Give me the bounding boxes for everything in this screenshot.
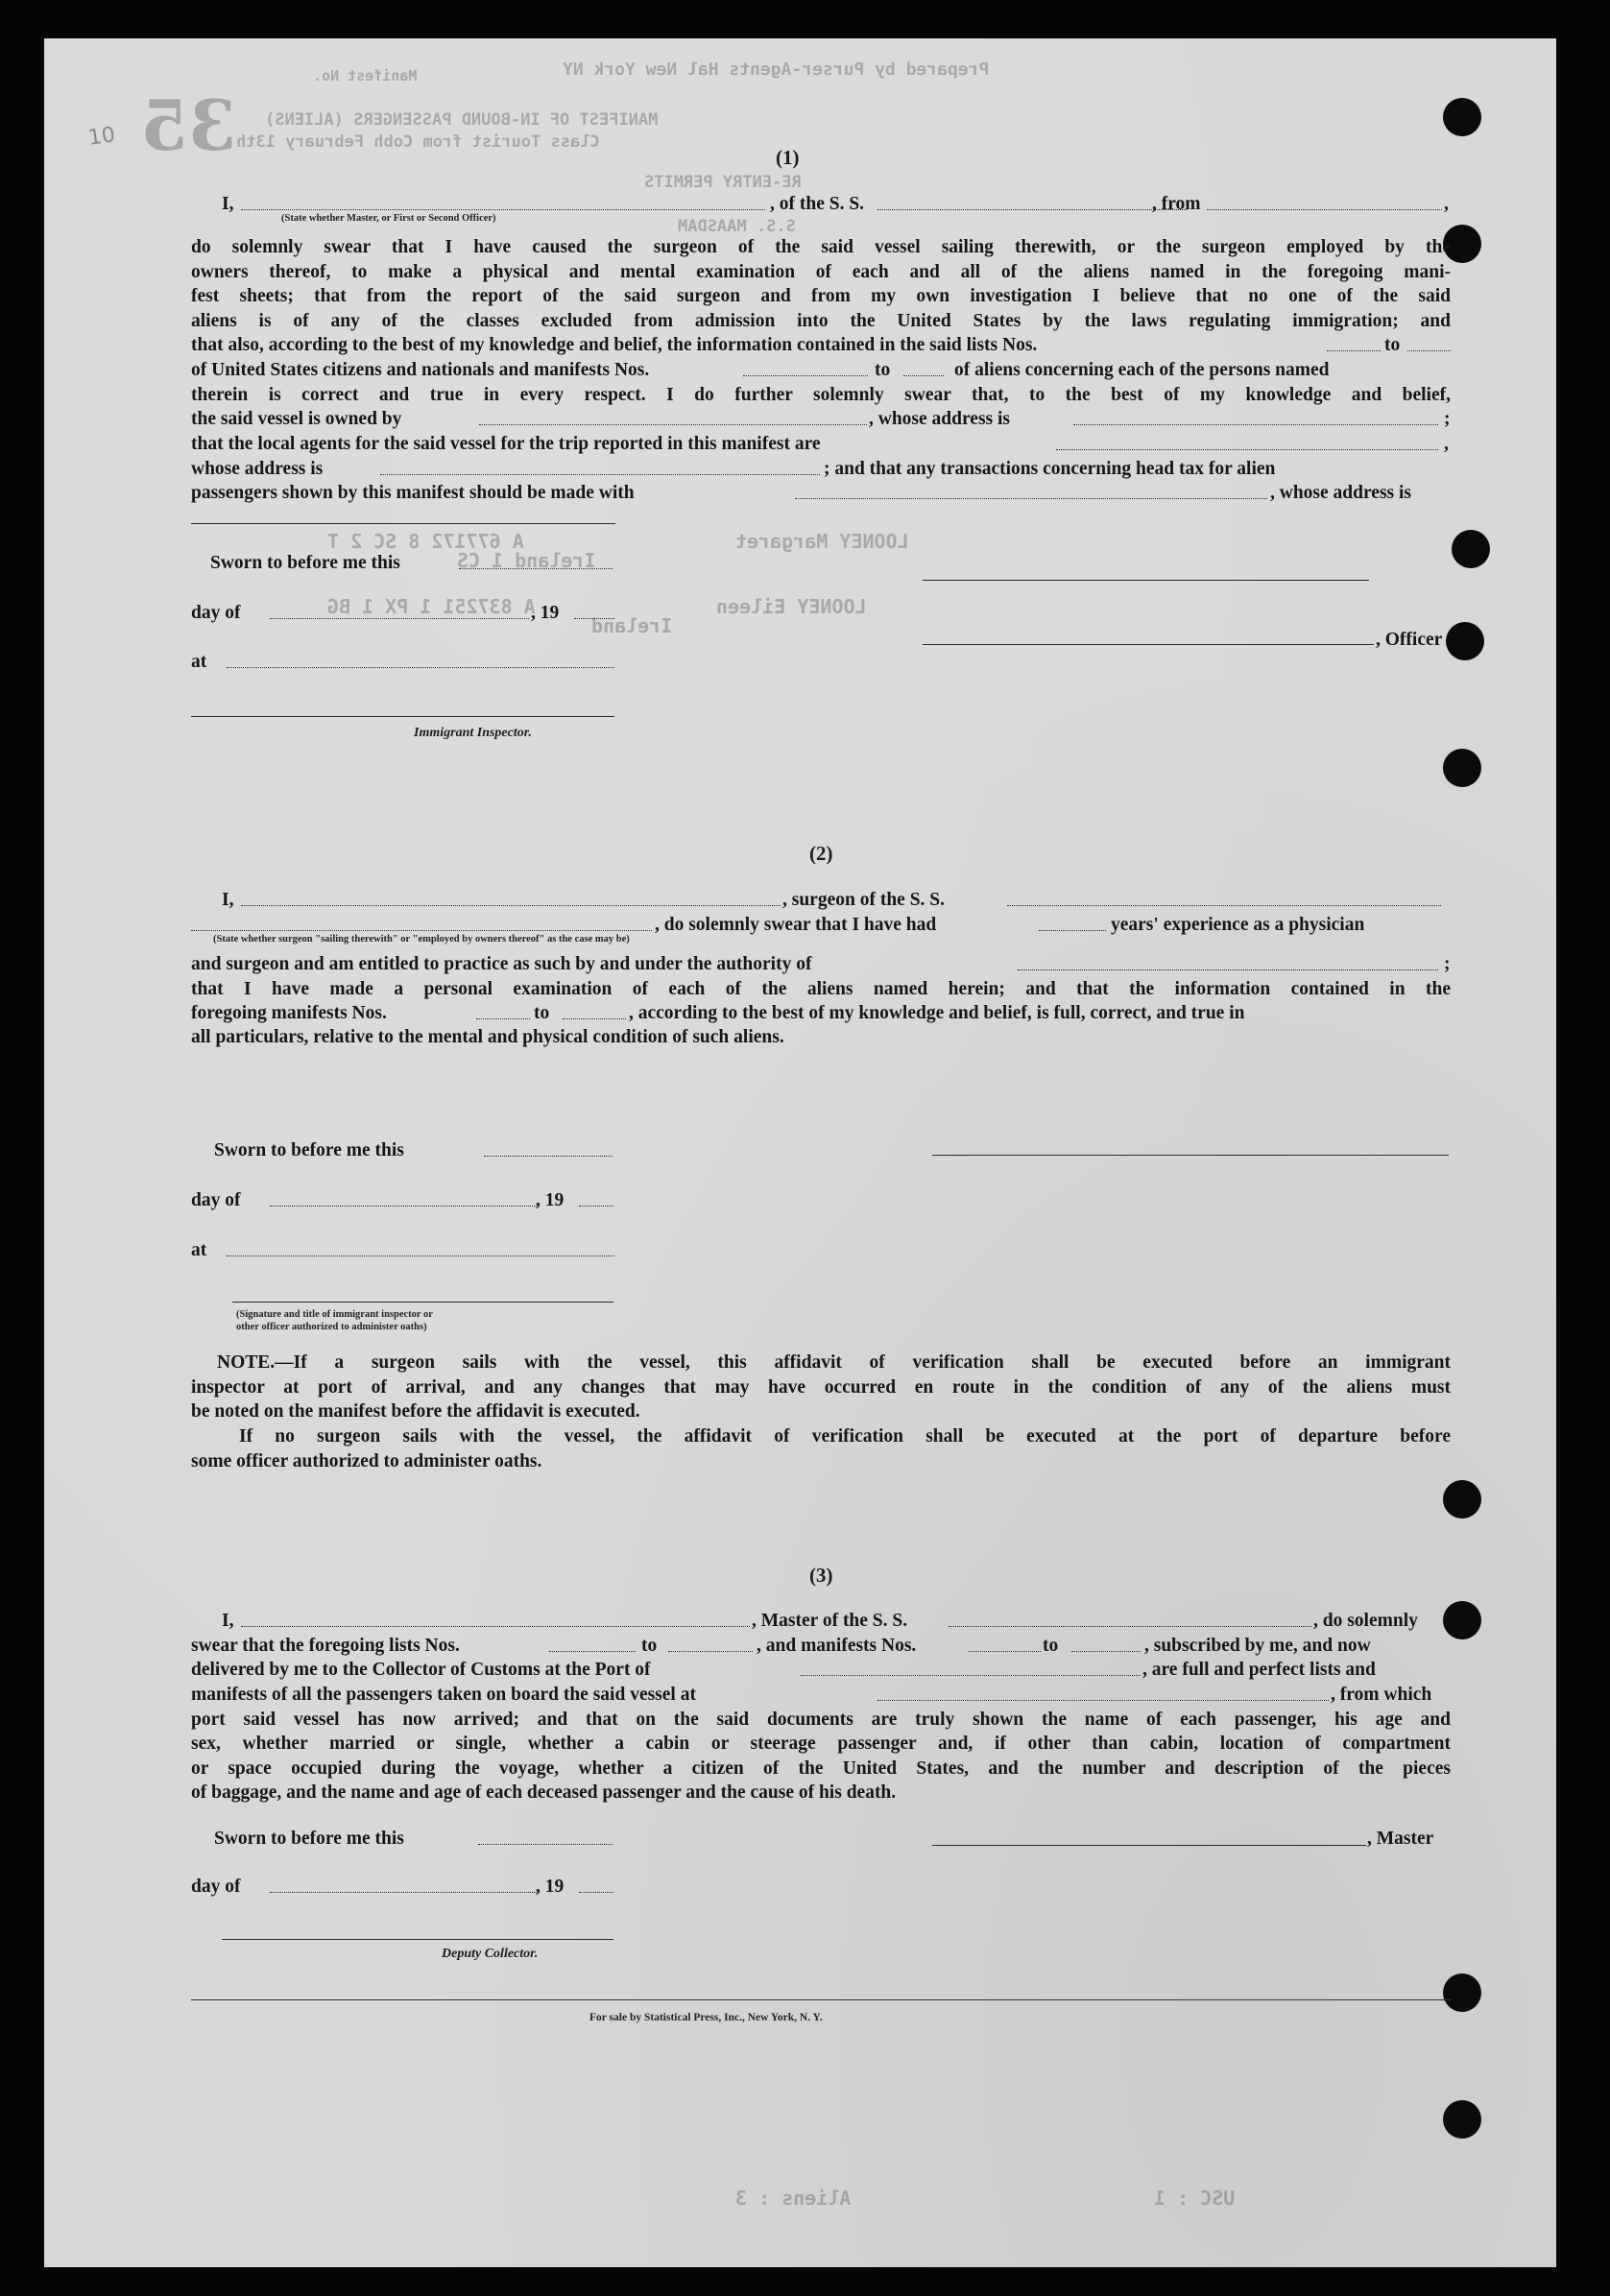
s1-whose-address: , whose address is bbox=[1270, 483, 1412, 503]
s1-owner-field[interactable] bbox=[479, 424, 867, 425]
s1-at-field[interactable] bbox=[227, 667, 614, 668]
s1-agents-text: that the local agents for the said vessel for the trip reported in this manifest are bbox=[191, 434, 821, 454]
s2-note-line: some officer authorized to administer oaths. bbox=[191, 1451, 542, 1471]
binder-hole bbox=[1443, 749, 1481, 787]
s1-from-label: , from bbox=[1152, 194, 1201, 214]
s2-manifests-to-field[interactable] bbox=[563, 1018, 626, 1019]
s3-sworn-text: Sworn to before me this bbox=[214, 1829, 404, 1849]
s3-master-label: , Master bbox=[1367, 1829, 1434, 1849]
s1-headtax-text: ; and that any transactions concerning head tax for alien bbox=[824, 459, 1276, 479]
s1-lists-from-field[interactable] bbox=[1327, 350, 1381, 351]
bleed-through-header: Prepared by Purser-Agents Hal New York NY bbox=[563, 60, 990, 80]
s3-solemnly-text: , do solemnly bbox=[1313, 1611, 1418, 1631]
s1-agents-comma: , bbox=[1444, 434, 1449, 454]
s2-note-line: be noted on the manifest before the affidavit is executed. bbox=[191, 1401, 640, 1422]
binder-hole bbox=[1443, 2100, 1481, 2139]
bleed-through-stamp: 35 bbox=[140, 84, 237, 166]
s1-vessel-name-field[interactable] bbox=[877, 209, 1187, 210]
s3-day-field[interactable] bbox=[270, 1892, 537, 1893]
s2-year-field[interactable] bbox=[579, 1206, 613, 1207]
s3-manifests-to-field[interactable] bbox=[1071, 1651, 1141, 1652]
s3-lists-to: to bbox=[641, 1636, 658, 1656]
s1-sworn-text: Sworn to before me this bbox=[210, 553, 400, 573]
s3-from-which: , from which bbox=[1331, 1685, 1432, 1705]
bleed-through-reentry: RE-ENTRY PERMITS bbox=[644, 173, 802, 192]
s2-manifests-from-field[interactable] bbox=[476, 1018, 530, 1019]
s1-manifests-to-field[interactable] bbox=[903, 375, 944, 376]
bleed-through-title: MANIFEST OF IN-BOUND PASSENGERS (ALIENS) bbox=[265, 110, 659, 130]
s3-body-line: sex, whether married or single, whether a cabin or steerage passenger and, if other than cabin, location of compartment bbox=[191, 1734, 1451, 1755]
s1-day-of-label: day of bbox=[191, 603, 241, 623]
s3-lists-text: swear that the foregoing lists Nos. bbox=[191, 1636, 460, 1656]
bleed-through-row2-data: A 837251 1 PX 1 BG bbox=[327, 595, 536, 618]
s2-authority-field[interactable] bbox=[1018, 969, 1438, 970]
printer-imprint: For sale by Statistical Press, Inc., New York, N. Y. bbox=[589, 2012, 823, 2023]
s2-inspector-caption: other officer authorized to administer oaths) bbox=[236, 1322, 427, 1332]
s2-physician-text: years' experience as a physician bbox=[1111, 915, 1365, 935]
s2-years-text: , do solemnly swear that I have had bbox=[655, 915, 937, 935]
s1-officer-sig-line[interactable] bbox=[923, 580, 1369, 581]
s1-owner-address-label: , whose address is bbox=[869, 409, 1011, 429]
s2-manifests-to: to bbox=[534, 1003, 550, 1023]
s3-port-field[interactable] bbox=[801, 1675, 1141, 1676]
s3-vessel-field[interactable] bbox=[949, 1626, 1311, 1627]
s2-surgeon-name-field[interactable] bbox=[241, 905, 781, 906]
s2-at-label: at bbox=[191, 1240, 207, 1260]
s1-sworn-date-field[interactable] bbox=[459, 568, 613, 569]
section-2-number: (2) bbox=[809, 842, 833, 865]
s1-year-field[interactable] bbox=[574, 618, 614, 619]
s1-officer-sig-line-2[interactable] bbox=[923, 644, 1374, 645]
s2-body-line: that I have made a personal examination of each of the aliens named herein; and that the information contained in the bbox=[191, 978, 1451, 999]
s3-body-line: or space occupied during the voyage, whether a citizen of the United States, and the number and description of the pieces bbox=[191, 1758, 1451, 1779]
s3-day-of-label: day of bbox=[191, 1877, 241, 1897]
s3-i-label: I, bbox=[222, 1611, 234, 1631]
s3-manifests-to: to bbox=[1043, 1636, 1059, 1656]
s2-i-label: I, bbox=[222, 890, 234, 910]
bleed-through-class: Class Tourist from Cobh February 13th bbox=[236, 132, 600, 152]
bleed-through-row1-name: LOONEY Margaret bbox=[735, 530, 909, 553]
s2-manifests-text: foregoing manifests Nos. bbox=[191, 1003, 387, 1023]
s1-lists-to: to bbox=[1384, 335, 1401, 355]
s2-surgeon-sig-line[interactable] bbox=[932, 1155, 1449, 1156]
s1-body-line: owners thereof, to make a physical and mental examination of each and all of the aliens named in the foregoing mani- bbox=[191, 261, 1451, 282]
s1-body-line: do solemnly swear that I have caused the surgeon of the said vessel sailing therewith, or the surgeon employed by the bbox=[191, 237, 1451, 257]
s3-embark-port-field[interactable] bbox=[877, 1700, 1329, 1701]
s1-lists-text: that also, according to the best of my knowledge and belief, the information contained in the said lists Nos. bbox=[191, 335, 1038, 355]
manifest-affidavit-sheet bbox=[44, 38, 1556, 2267]
s3-master-name-field[interactable] bbox=[241, 1626, 750, 1627]
s2-day-of-label: day of bbox=[191, 1190, 241, 1210]
s1-body-line: aliens is of any of the classes excluded from admission into the United States by the laws regulating immigration; and bbox=[191, 310, 1451, 331]
bleed-through-row2-name: LOONEY Eileen bbox=[716, 595, 867, 618]
bleed-through-row1-data: A 677172 8 SC 2 T bbox=[327, 530, 524, 553]
s1-agents-field[interactable] bbox=[1056, 449, 1438, 450]
s1-day-field[interactable] bbox=[270, 618, 529, 619]
s1-lists-to-field[interactable] bbox=[1407, 350, 1451, 351]
s2-note-line: inspector at port of arrival, and any changes that may have occurred en route in the condition of any of the aliens must bbox=[191, 1376, 1451, 1398]
s3-lists-to-field[interactable] bbox=[668, 1651, 753, 1652]
s3-manifests-from-field[interactable] bbox=[969, 1651, 1041, 1652]
s2-sworn-date-field[interactable] bbox=[484, 1156, 613, 1157]
bleed-through-row1-country: Ireland 1 CS bbox=[457, 549, 596, 572]
s1-manifests-to: to bbox=[875, 360, 891, 380]
s1-officer-name-field[interactable] bbox=[241, 209, 765, 210]
s3-master-sig-line[interactable] bbox=[932, 1845, 1366, 1846]
s2-years-field[interactable] bbox=[1039, 930, 1106, 931]
s1-inspector-sig-line[interactable] bbox=[191, 716, 614, 717]
s1-body-line: fest sheets; that from the report of the said surgeon and from my own investigation I believe that no one of the said bbox=[191, 286, 1451, 307]
s1-headtax-party-field[interactable] bbox=[795, 498, 1267, 499]
s1-year-prefix: , 19 bbox=[531, 603, 560, 623]
s3-collector-text: delivered by me to the Collector of Customs at the Port of bbox=[191, 1660, 651, 1680]
s1-owner-semicolon: ; bbox=[1444, 409, 1451, 429]
s3-master-ss-label: , Master of the S. S. bbox=[752, 1611, 908, 1631]
s3-year-field[interactable] bbox=[579, 1892, 613, 1893]
s1-at-label: at bbox=[191, 652, 207, 672]
s2-authority-text: and surgeon and am entitled to practice as such by and under the authority of bbox=[191, 954, 812, 974]
s2-surgeon-ss-label: , surgeon of the S. S. bbox=[782, 890, 946, 910]
s3-body-line: port said vessel has now arrived; and that on the said documents are truly shown the name of each passenger, his age and bbox=[191, 1709, 1451, 1730]
s3-sworn-date-field[interactable] bbox=[478, 1844, 613, 1845]
binder-hole bbox=[1446, 622, 1484, 660]
s1-manifests-from-field[interactable] bbox=[743, 375, 868, 376]
s2-body-line: all particulars, relative to the mental and physical condition of such aliens. bbox=[191, 1027, 784, 1047]
s1-passengers-text: passengers shown by this manifest should be made with bbox=[191, 483, 635, 503]
bleed-through-row2-country: Ireland bbox=[591, 614, 673, 637]
s3-manifests-text: , and manifests Nos. bbox=[757, 1636, 917, 1656]
s2-year-prefix: , 19 bbox=[536, 1190, 565, 1210]
s1-agents-address-field[interactable] bbox=[380, 474, 820, 475]
binder-hole bbox=[1443, 1601, 1481, 1639]
binder-hole bbox=[1443, 1480, 1481, 1519]
section-1-number: (1) bbox=[776, 146, 800, 169]
s1-from-field[interactable] bbox=[1207, 209, 1442, 210]
s3-taken-text: manifests of all the passengers taken on board the said vessel at bbox=[191, 1685, 696, 1705]
section-3-number: (3) bbox=[809, 1564, 833, 1587]
s1-of-ss-label: , of the S. S. bbox=[770, 194, 865, 214]
s1-line-end: , bbox=[1444, 194, 1449, 214]
s2-surgeon-type-note: (State whether surgeon "sailing therewith" or "employed by owners thereof" as the case may be) bbox=[213, 934, 630, 945]
s2-sworn-text: Sworn to before me this bbox=[214, 1140, 404, 1160]
s1-inspector-caption: Immigrant Inspector. bbox=[414, 726, 532, 740]
bleed-through-bottom-aliens: Aliens : 3 bbox=[735, 2187, 852, 2210]
s3-body-line: of baggage, and the name and age of each deceased passenger and the cause of his death. bbox=[191, 1782, 897, 1803]
s1-officer-label: , Officer bbox=[1376, 630, 1443, 650]
s2-day-field[interactable] bbox=[270, 1206, 537, 1207]
s1-agents-address-label: whose address is bbox=[191, 459, 324, 479]
s1-owned-by-text: the said vessel is owned by bbox=[191, 409, 402, 429]
s1-owner-address-field[interactable] bbox=[1073, 424, 1438, 425]
s3-collector-sig-line[interactable] bbox=[222, 1939, 613, 1940]
binder-hole bbox=[1452, 530, 1490, 568]
s2-surgeon-type-field[interactable] bbox=[191, 930, 652, 931]
binder-hole bbox=[1443, 98, 1481, 136]
bleed-through-ship: S.S. MAASDAM bbox=[678, 217, 796, 236]
bleed-through-bottom-usc: USC : 1 bbox=[1154, 2187, 1236, 2210]
s1-sig-line-top bbox=[191, 523, 615, 524]
s2-manifests-tail: , according to the best of my knowledge and belief, is full, correct, and true in bbox=[629, 1003, 1245, 1023]
s2-inspector-caption: (Signature and title of immigrant inspector or bbox=[236, 1309, 433, 1320]
s1-manifests-text: of United States citizens and nationals and manifests Nos. bbox=[191, 360, 650, 380]
s3-subscribed-text: , subscribed by me, and now bbox=[1144, 1636, 1371, 1656]
s3-lists-from-field[interactable] bbox=[549, 1651, 636, 1652]
s2-note-line: NOTE.—If a surgeon sails with the vessel, this affidavit of verification shall be executed before an immigrant bbox=[217, 1352, 1451, 1373]
footer-rule bbox=[191, 1999, 1451, 2000]
s1-body-line: therein is correct and true in every respect. I do further solemnly swear that, to the best of my knowledge and belief, bbox=[191, 384, 1451, 405]
s1-i-label: I, bbox=[222, 194, 234, 214]
s2-vessel-field[interactable] bbox=[1007, 905, 1441, 906]
binder-hole bbox=[1443, 1973, 1481, 2012]
s3-full-lists-text: , are full and perfect lists and bbox=[1142, 1660, 1376, 1680]
s2-authority-semicolon: ; bbox=[1444, 954, 1451, 974]
bleed-through-manifest-no: Manifest No. bbox=[313, 67, 418, 84]
margin-mark: 10 bbox=[86, 123, 117, 151]
s3-collector-caption: Deputy Collector. bbox=[442, 1947, 539, 1961]
s1-officer-note: (State whether Master, or First or Second Officer) bbox=[281, 213, 496, 224]
s2-note-line: If no surgeon sails with the vessel, the affidavit of verification shall be executed at the port of departure before bbox=[239, 1426, 1451, 1447]
s1-manifests-tail: of aliens concerning each of the persons named bbox=[954, 360, 1330, 380]
s2-inspector-sig-line[interactable] bbox=[232, 1302, 613, 1303]
s3-year-prefix: , 19 bbox=[536, 1877, 565, 1897]
